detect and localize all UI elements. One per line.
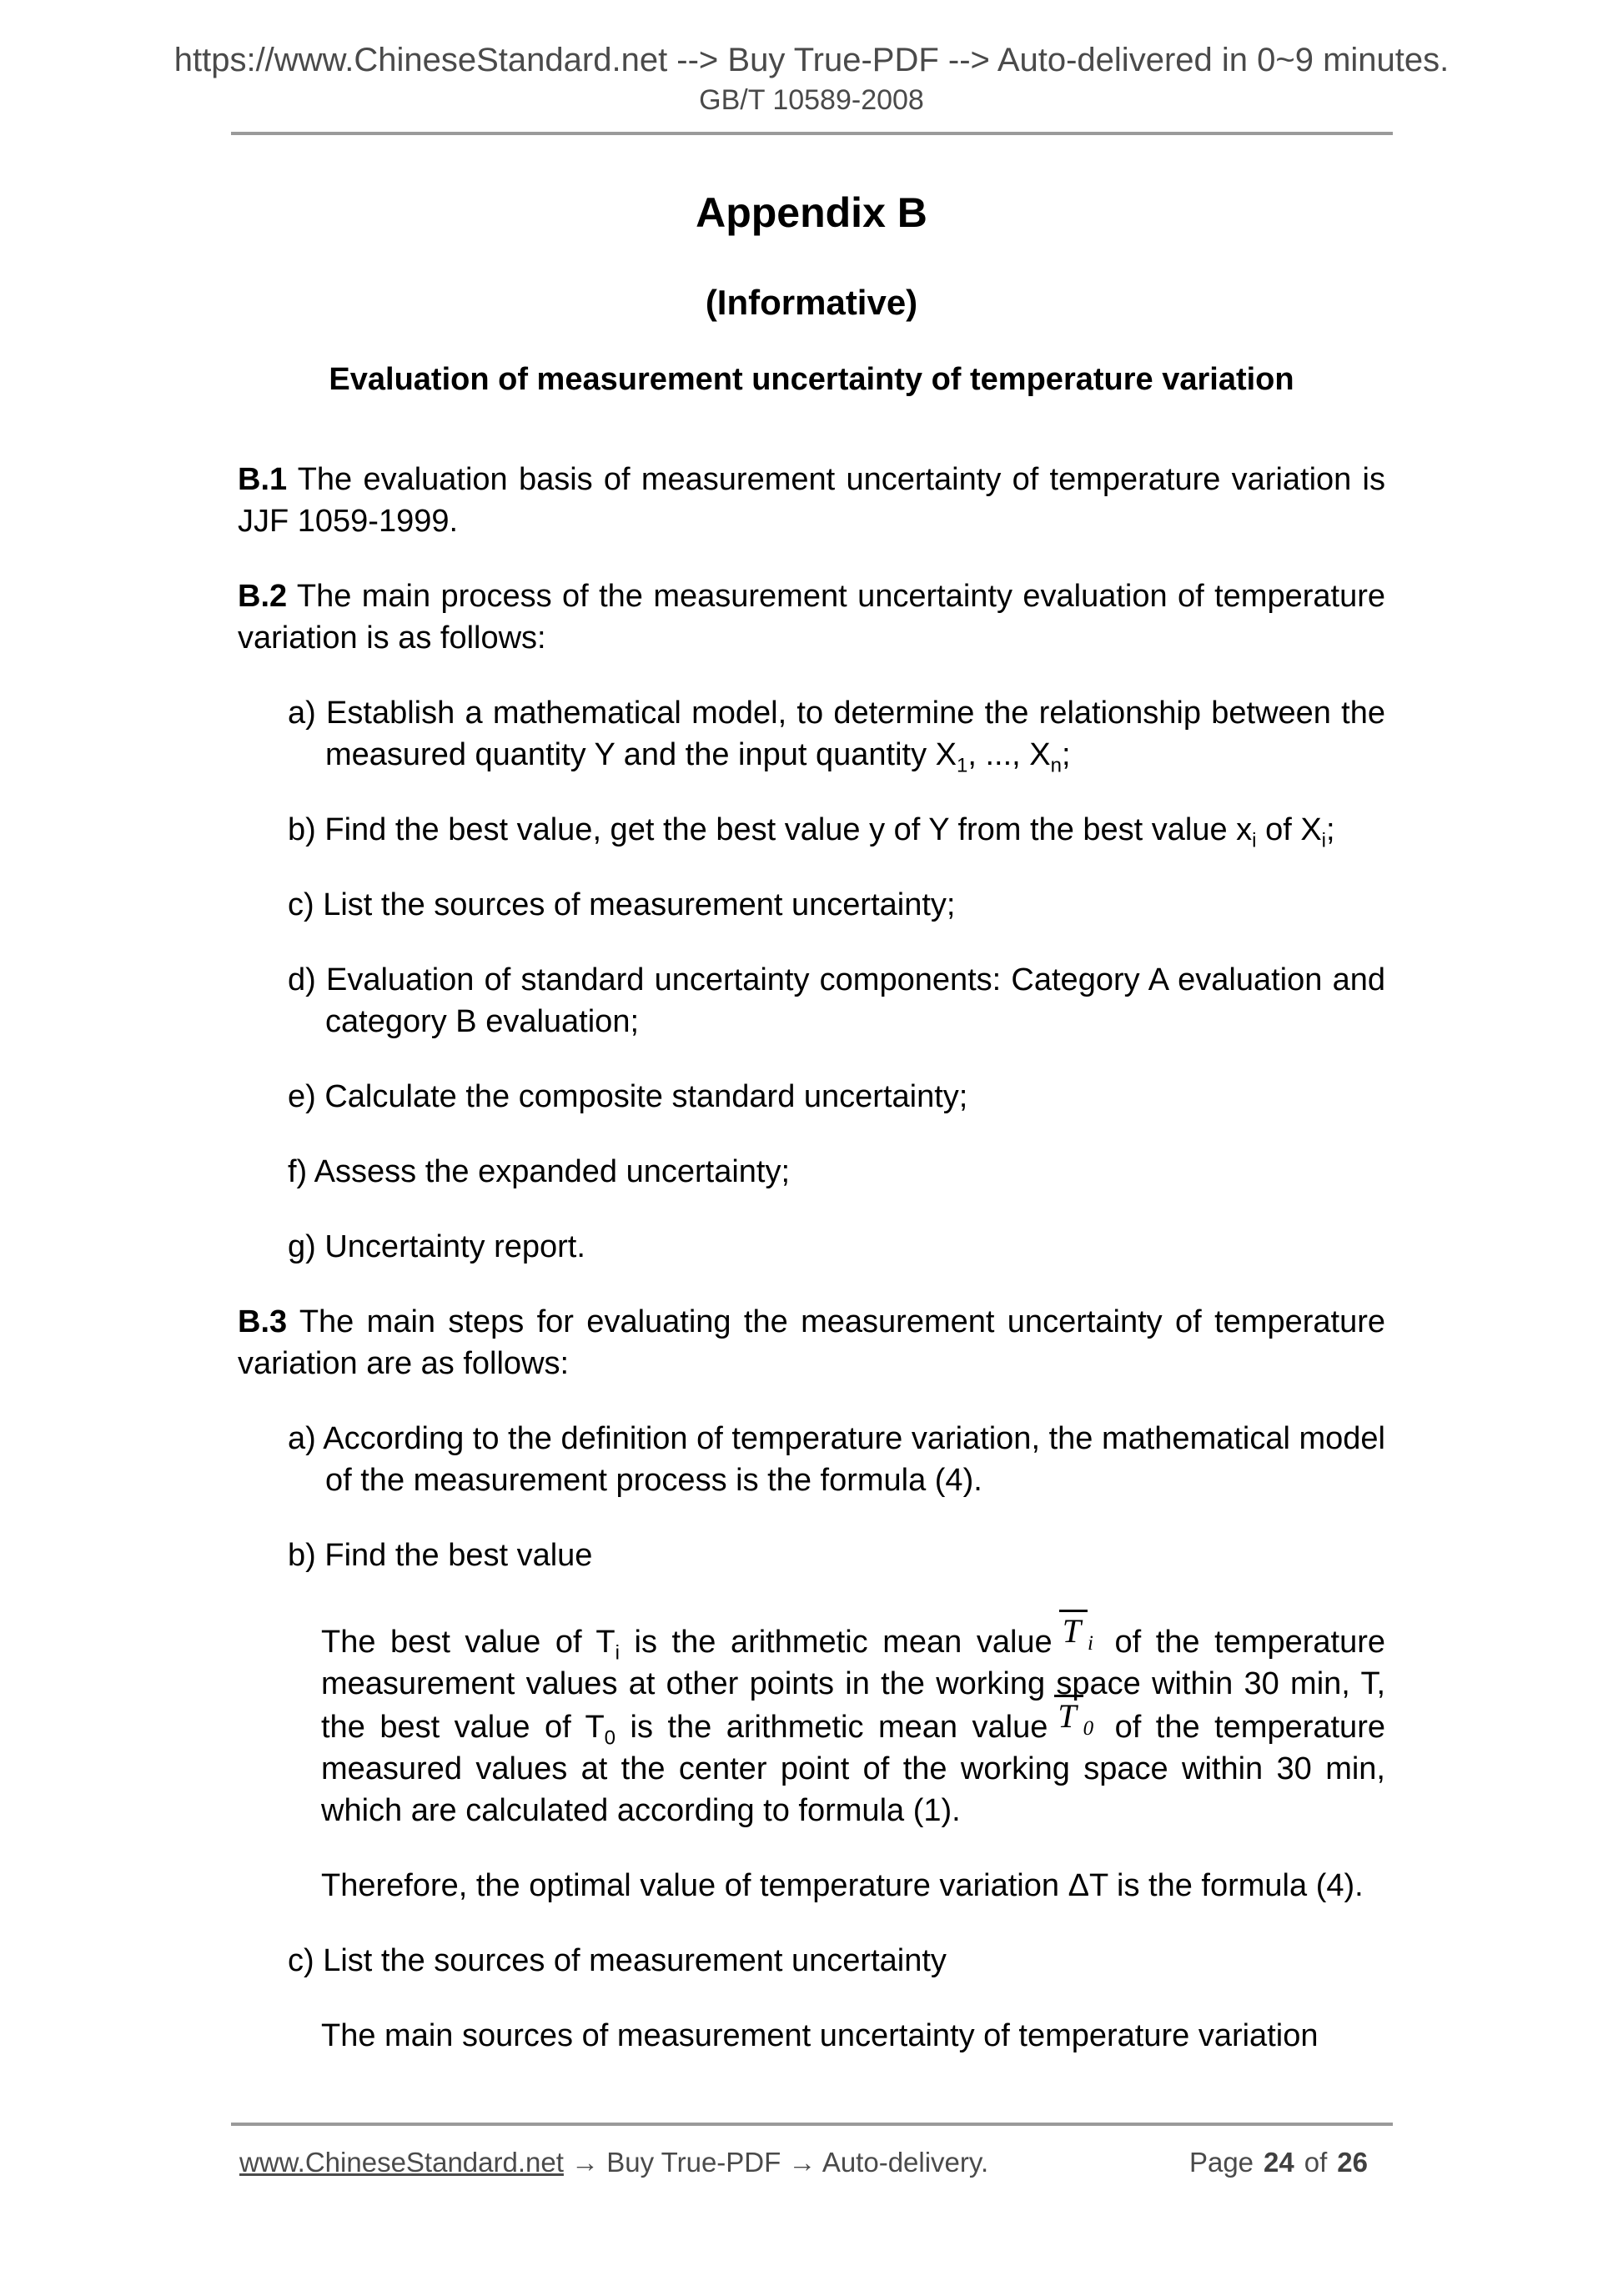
list-item: d) Evaluation of standard uncertainty components: Category A evaluation and category B evaluation; — [288, 962, 1385, 1039]
footer-divider — [231, 2123, 1393, 2126]
paragraph: The best value of $T_i$ is the arithmetic mean value T $_i$ of the temperature measurement values at other points in the working space within 30 min, T, the best value of $T_0$ is the arithmetic mean value T $_0$ of the temperature measured values at the center point of the working space within 30 min, which are calculated according to formula (1). — [321, 1620, 1385, 1831]
list-marker: d) — [288, 962, 316, 997]
list-marker: g) — [288, 1229, 316, 1264]
overline-mean-symbol — [1059, 1610, 1093, 1655]
page-total: 26 — [1337, 2147, 1368, 2178]
list-marker: a) — [288, 1421, 316, 1456]
header-divider — [231, 132, 1393, 135]
list-item: a) Establish a mathematical model, to determine the relationship between the measured quantity Y and the input quantity $X_1$, ..., $X_n$; — [288, 696, 1385, 777]
list-marker: e) — [288, 1079, 316, 1114]
list-marker: b) — [288, 1538, 316, 1573]
paragraph: Therefore, the optimal value of temperature variation ΔT is the formula (4). — [321, 1868, 1364, 1903]
clause-number: B.3 — [238, 1304, 288, 1339]
list-item: a) According to the definition of temperature variation, the mathematical model of the measurement process is the formula (4). — [288, 1421, 1385, 1498]
of-label: of — [1304, 2147, 1328, 2178]
standard-number: GB/T 10589-2008 — [699, 84, 924, 116]
page-label: Page — [1188, 2147, 1254, 2178]
appendix-title: Appendix B — [696, 189, 927, 236]
paragraph: B.2 The main process of the measurement uncertainty evaluation of temperature variation is as follows: — [238, 579, 1385, 656]
subscript: 0 — [604, 1726, 616, 1750]
paragraph: B.3 The main steps for evaluating the measurement uncertainty of temperature variation are as follows: — [238, 1304, 1385, 1381]
mean-symbol-base: T — [1054, 1695, 1083, 1733]
clause-number: B.2 — [238, 579, 288, 614]
paragraph: The main sources of measurement uncertainty of temperature variation — [321, 2018, 1319, 2053]
footer-tagline: → Buy True-PDF → Auto-delivery. — [563, 2147, 989, 2178]
paragraph: B.1 The evaluation basis of measurement uncertainty of temperature variation is JJF 1059-1999. — [238, 462, 1385, 539]
list-marker: c) — [288, 1943, 314, 1978]
list-marker: b) — [288, 812, 316, 847]
list-marker: a) — [288, 696, 316, 731]
subscript: i — [1252, 829, 1257, 852]
subscript: n — [1050, 754, 1062, 777]
list-item: e) Calculate the composite standard uncertainty; — [288, 1079, 968, 1114]
subscript: 0 — [1083, 1717, 1094, 1740]
list-item: b) Find the best value — [288, 1538, 593, 1573]
footer-left — [239, 2145, 988, 2180]
overline-mean-symbol — [1054, 1695, 1094, 1740]
list-item: g) Uncertainty report. — [288, 1229, 585, 1264]
footer-site-link[interactable]: www.ChineseStandard.net — [239, 2147, 564, 2178]
page-current: 24 — [1264, 2147, 1294, 2178]
subscript: i — [615, 1641, 620, 1665]
list-marker: f) — [288, 1154, 308, 1189]
informative-subtitle: (Informative) — [705, 283, 918, 322]
list-item: b) Find the best value, get the best value y of Y from the best value $x_i$ of $X_i$; — [288, 812, 1335, 852]
page-indicator — [1189, 2145, 1368, 2180]
appendix-caption: Evaluation of measurement uncertainty of temperature variation — [329, 362, 1294, 397]
page-footer — [239, 2145, 1368, 2180]
list-marker: c) — [288, 887, 314, 922]
subscript: i — [1087, 1632, 1093, 1655]
subscript: i — [1321, 829, 1327, 852]
document-body — [238, 459, 1385, 2057]
header-url-line: https://www.ChineseStandard.net --> Buy True-PDF --> Auto-delivered in 0~9 minutes. — [173, 42, 1450, 78]
mean-symbol-base: T — [1059, 1610, 1088, 1648]
clause-number: B.1 — [238, 462, 288, 497]
page-header — [0, 0, 1623, 117]
list-item: c) List the sources of measurement uncertainty — [288, 1943, 947, 1978]
title-block — [0, 188, 1623, 399]
list-item: f) Assess the expanded uncertainty; — [288, 1154, 791, 1189]
list-item: c) List the sources of measurement uncertainty; — [288, 887, 956, 922]
subscript: 1 — [957, 754, 968, 777]
